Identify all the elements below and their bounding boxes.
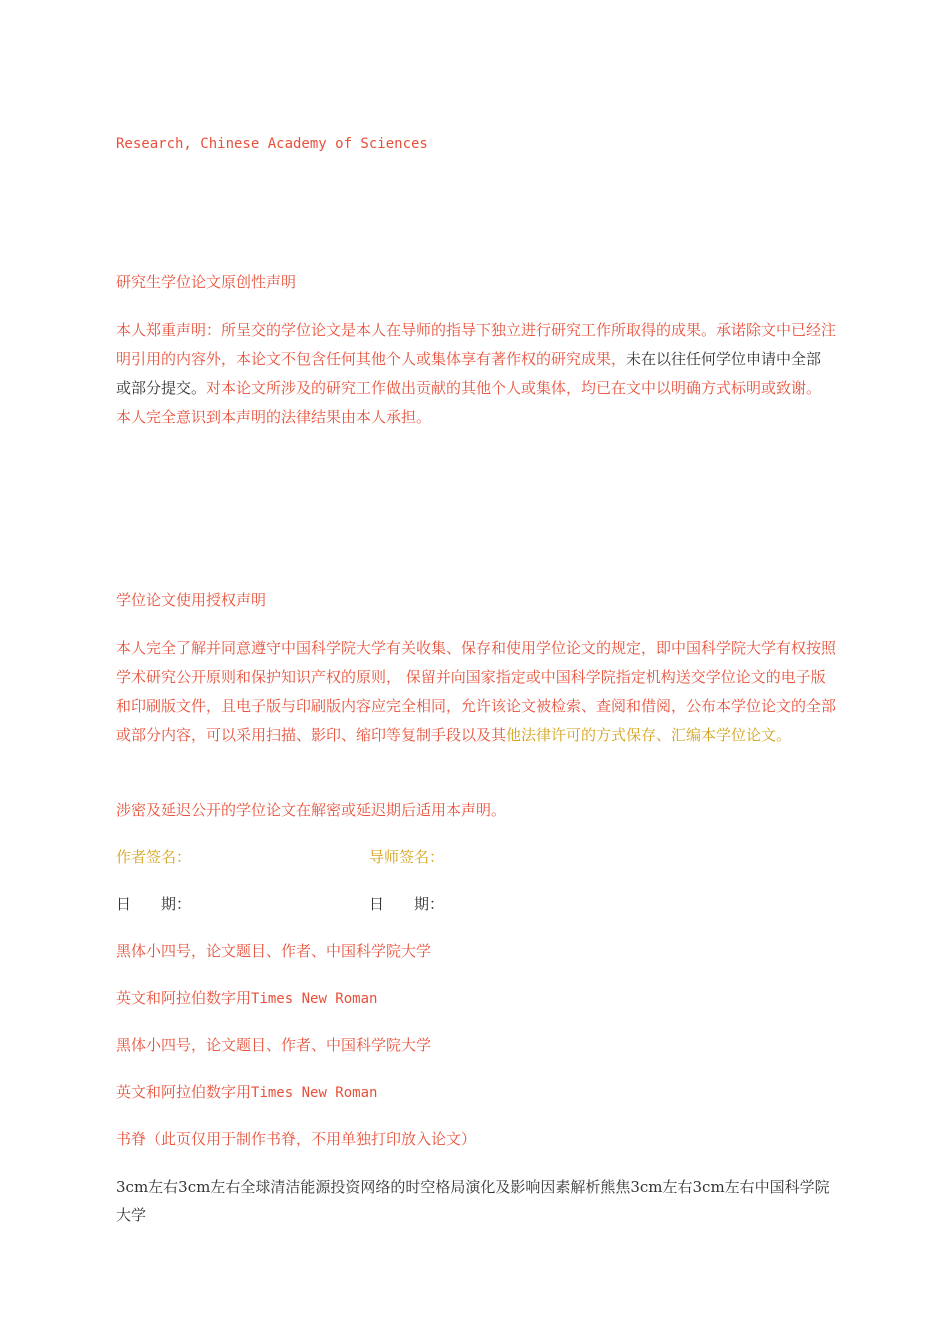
spine-note: 书脊（此页仅用于制作书脊，不用单独打印放入论文） [116,1130,477,1148]
secret-note: 涉密及延迟公开的学位论文在解密或延迟期后适用本声明。 [116,801,507,819]
advisor-signature-label: 导师签名： [369,848,445,866]
latin-font-note-1-font: Times New Roman [251,991,378,1007]
latin-font-note-2 [116,1082,377,1103]
date-row [116,894,836,914]
font-note-2: 黑体小四号，论文题目、作者、中国科学院大学 [116,1036,432,1054]
spine-text: 3cm左右3cm左右全球清洁能源投资网络的时空格局演化及影响因素解析熊焦3cm左右3cm左右中国科学院大学 [116,1178,830,1224]
advisor-date-label: 日 期： [369,895,445,913]
authorization-title: 学位论文使用授权声明 [116,591,267,609]
originality-body [116,316,836,432]
latin-font-note-2-font: Times New Roman [251,1085,378,1101]
originality-body-part-2: 未在以往任何学位申请中全部或部分提交。 [116,350,822,397]
latin-font-note-1 [116,988,377,1009]
originality-body-part-3: 对本论文所涉及的研究工作做出贡献的其他个人或集体，均已在文中以明确方式标明或致谢。本人完全意识到本声明的法律结果由本人承担。 [116,379,822,426]
english-unit-name: Research, Chinese Academy of Sciences [116,136,428,152]
font-note-1: 黑体小四号，论文题目、作者、中国科学院大学 [116,942,432,960]
authorization-body-part-2: 他法律许可的方式保存、汇编本学位论文。 [506,726,792,744]
authorization-body [116,634,836,750]
latin-font-note-1-text: 英文和阿拉伯数字用 [116,989,252,1007]
author-signature-label: 作者签名： [116,848,192,866]
author-date-label: 日 期： [116,895,192,913]
latin-font-note-2-text: 英文和阿拉伯数字用 [116,1083,252,1101]
authorization-body-part-1: 本人完全了解并同意遵守中国科学院大学有关收集、保存和使用学位论文的规定，即中国科学院大学有权按照学术研究公开原则和保护知识产权的原则， 保留并向国家指定或中国科学院指定机构送交学位论文的电子版和印刷版文件，且电子版与印刷版内容应完全相同，允许该论文被检索、查阅和借阅，公布本学位论文的全部或部分内容，可以采用扫描、影印、缩印等复制手段以及其 [116,639,837,744]
originality-body-part-1: 本人郑重声明：所呈交的学位论文是本人在导师的指导下独立进行研究工作所取得的成果。承诺除文中已经注明引用的内容外，本论文不包含任何其他个人或集体享有著作权的研究成果， [116,321,837,368]
signature-row [116,847,836,867]
originality-title: 研究生学位论文原创性声明 [116,273,297,291]
